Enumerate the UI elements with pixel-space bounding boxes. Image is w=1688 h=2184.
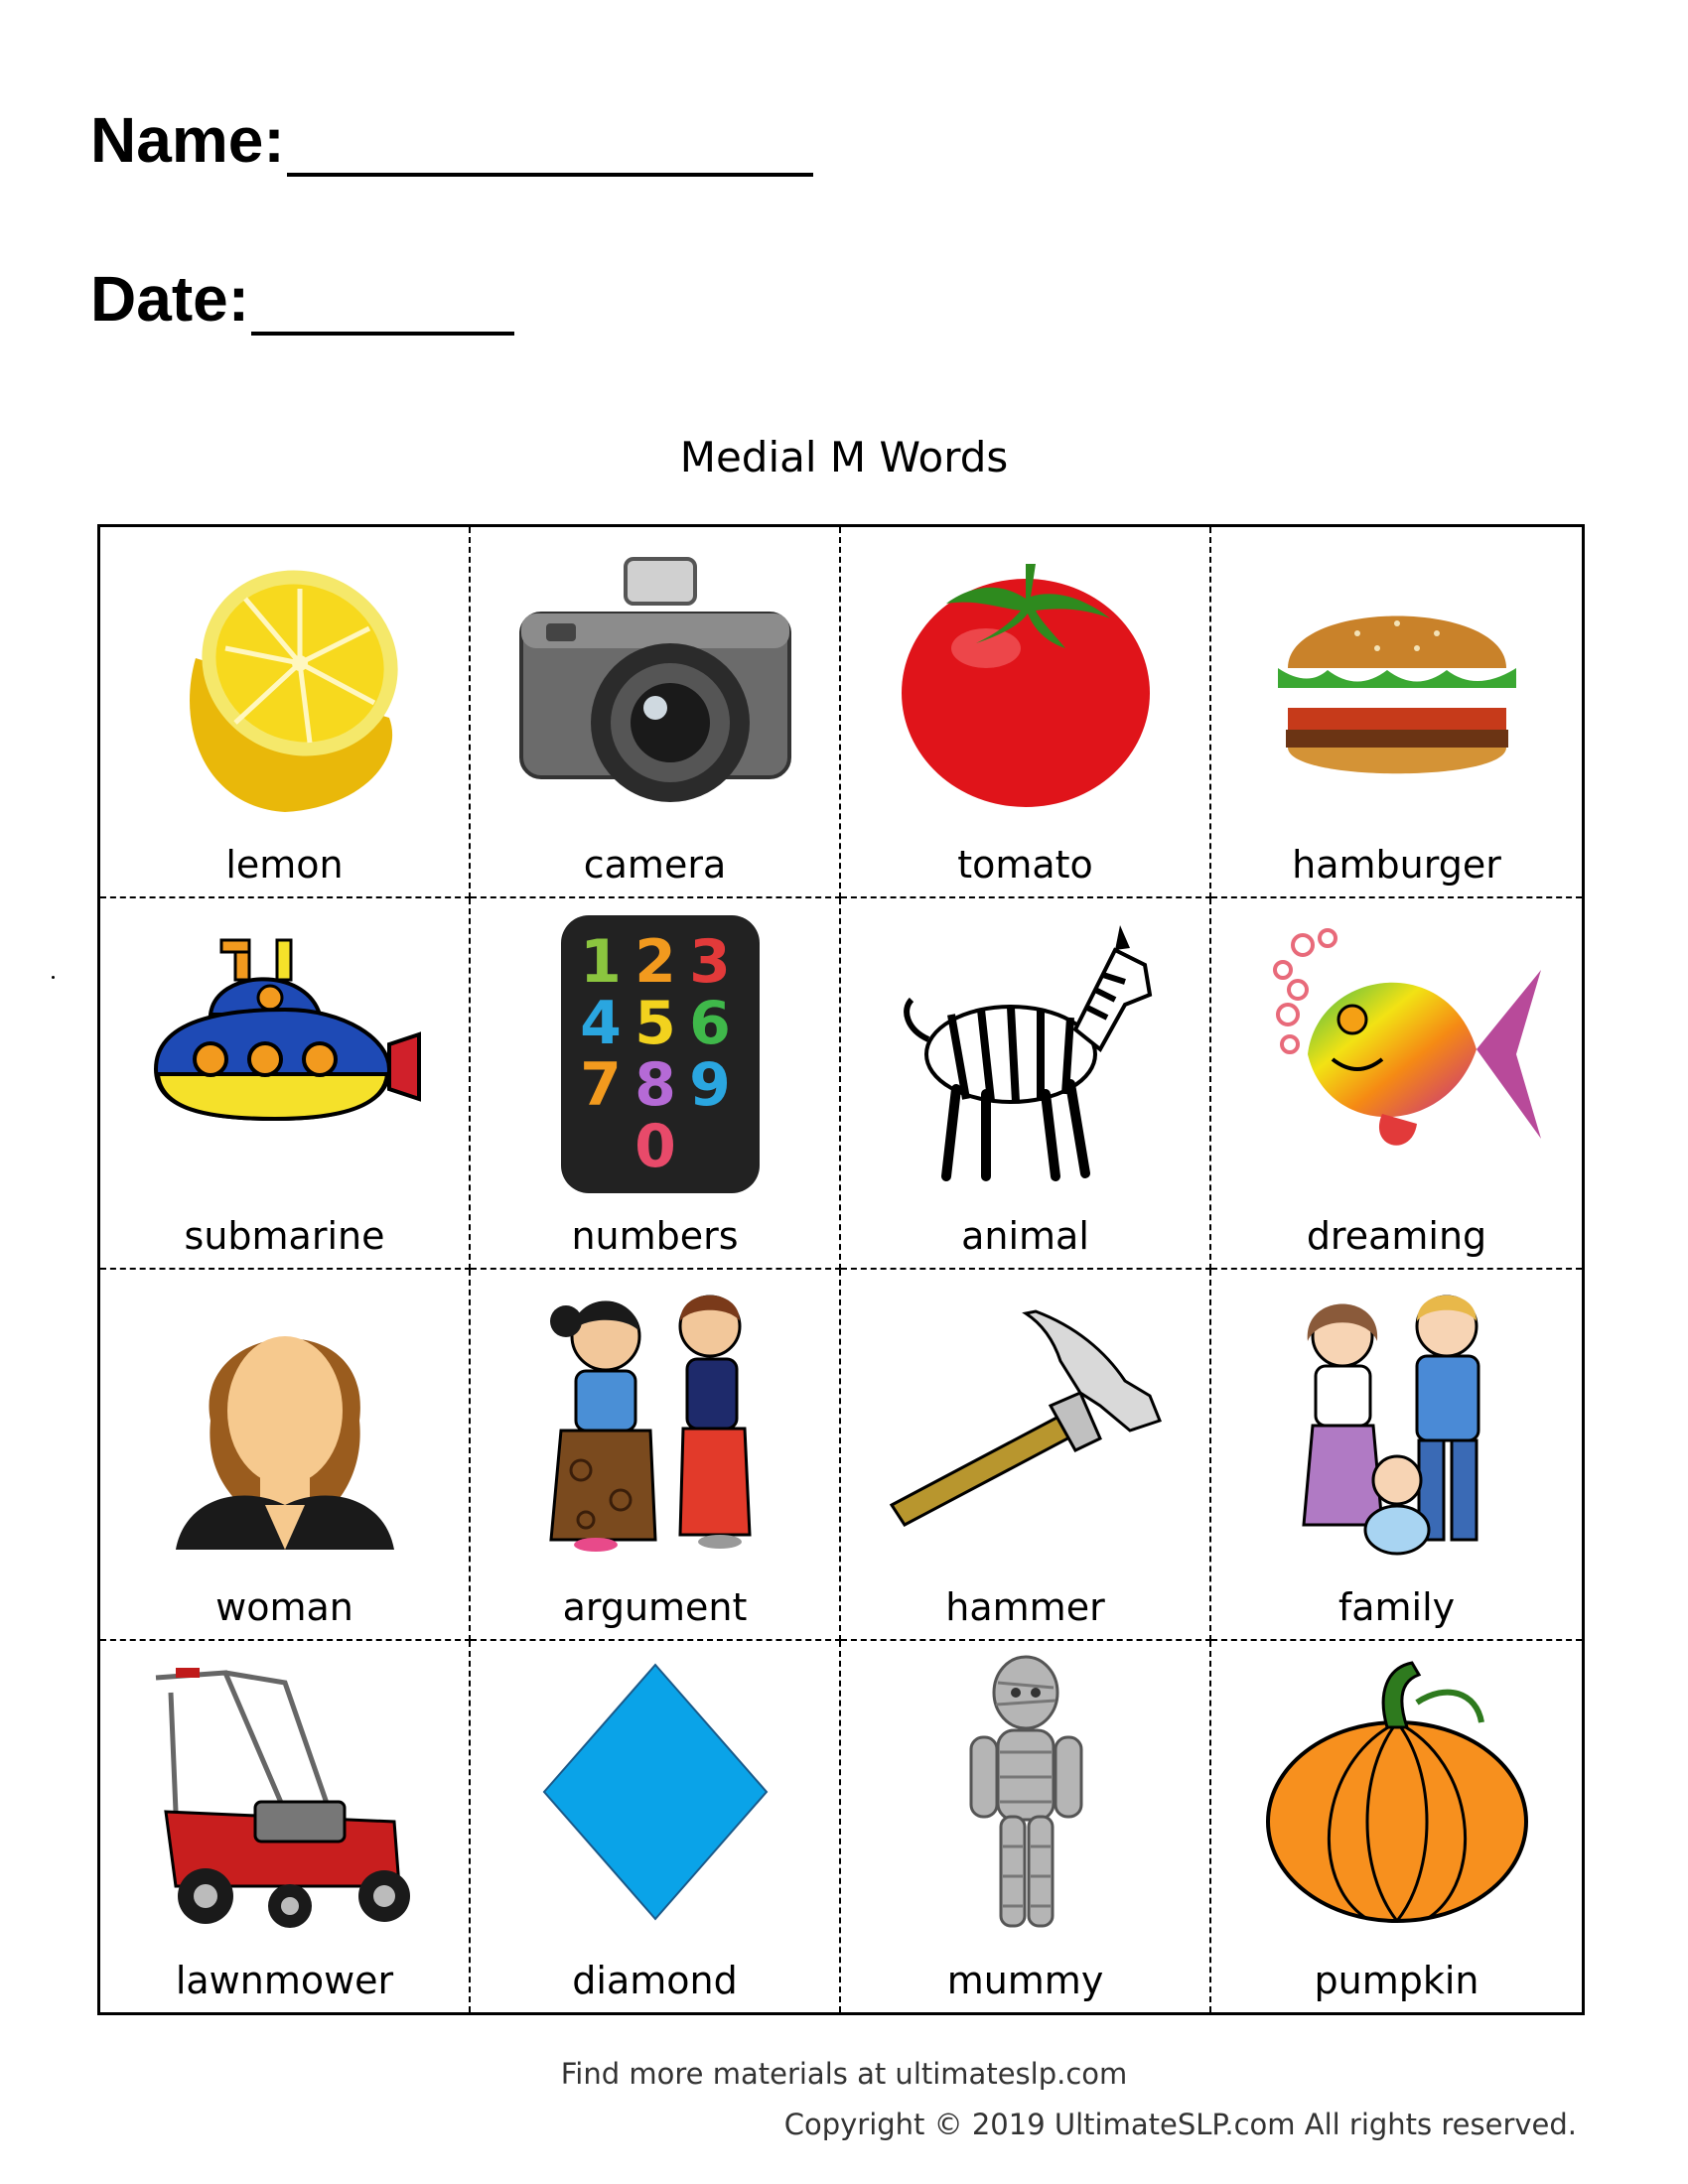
hamburger-icon (1248, 539, 1546, 822)
card-label-lemon: lemon (225, 843, 344, 887)
date-label: Date: (90, 263, 250, 335)
camera-icon (506, 539, 804, 822)
card-animal (841, 898, 1211, 1270)
digit-2: 2 (633, 927, 676, 997)
card-label-dreaming: dreaming (1306, 1214, 1487, 1258)
stray-dot (52, 976, 55, 979)
name-field[interactable] (90, 103, 813, 177)
card-label-submarine: submarine (184, 1214, 385, 1258)
date-blank[interactable] (251, 280, 514, 336)
sheet-title: Medial M Words (679, 433, 1009, 481)
mummy-icon (877, 1653, 1175, 1936)
card-label-lawnmower: lawnmower (175, 1959, 394, 2002)
card-label-numbers: numbers (571, 1214, 739, 1258)
diamond-icon (506, 1653, 804, 1936)
card-family (1211, 1270, 1582, 1641)
card-pumpkin (1211, 1641, 1582, 2012)
card-diamond (471, 1641, 841, 2012)
card-mummy (841, 1641, 1211, 2012)
digit-1: 1 (579, 927, 622, 997)
fish-icon (1248, 910, 1546, 1193)
card-hamburger (1211, 527, 1582, 898)
card-label-camera: camera (583, 843, 727, 887)
digit-3: 3 (688, 927, 731, 997)
card-label-argument: argument (562, 1585, 748, 1629)
digit-0: 0 (633, 1112, 676, 1181)
card-label-hamburger: hamburger (1292, 843, 1501, 887)
card-submarine (100, 898, 471, 1270)
tomato-icon (877, 539, 1175, 822)
card-label-tomato: tomato (957, 843, 1093, 887)
digit-9: 9 (688, 1050, 731, 1120)
card-tomato (841, 527, 1211, 898)
card-hammer (841, 1270, 1211, 1641)
card-lemon (100, 527, 471, 898)
hammer-icon (877, 1282, 1175, 1565)
card-label-family: family (1337, 1585, 1456, 1629)
woman-icon (136, 1282, 434, 1565)
card-label-pumpkin: pumpkin (1314, 1959, 1479, 2002)
card-woman (100, 1270, 471, 1641)
lemon-icon (136, 539, 434, 822)
zebra-icon (877, 910, 1175, 1193)
digit-6: 6 (688, 989, 731, 1058)
footer-copyright: Copyright © 2019 UltimateSLP.com All rights reserved. (783, 2108, 1577, 2141)
family-icon (1248, 1282, 1546, 1565)
card-numbers (471, 898, 841, 1270)
footer-materials-link[interactable]: Find more materials at ultimateslp.com (560, 2057, 1128, 2091)
word-grid (97, 524, 1585, 2015)
digit-8: 8 (633, 1050, 676, 1120)
digit-4: 4 (579, 989, 622, 1058)
card-label-mummy: mummy (946, 1959, 1104, 2002)
card-label-diamond: diamond (572, 1959, 738, 2002)
date-field[interactable] (90, 262, 514, 336)
card-label-hammer: hammer (945, 1585, 1105, 1629)
submarine-icon (136, 910, 434, 1193)
card-camera (471, 527, 841, 898)
digit-5: 5 (633, 989, 676, 1058)
digit-7: 7 (579, 1050, 622, 1120)
name-label: Name: (90, 104, 285, 176)
card-argument (471, 1270, 841, 1641)
lawnmower-icon (136, 1653, 434, 1936)
card-label-woman: woman (215, 1585, 353, 1629)
pumpkin-icon (1248, 1653, 1546, 1936)
name-blank[interactable] (287, 121, 813, 177)
card-lawnmower (100, 1641, 471, 2012)
card-label-animal: animal (961, 1214, 1089, 1258)
argument-icon (506, 1282, 804, 1565)
numbers-icon (506, 910, 804, 1193)
card-dreaming (1211, 898, 1582, 1270)
